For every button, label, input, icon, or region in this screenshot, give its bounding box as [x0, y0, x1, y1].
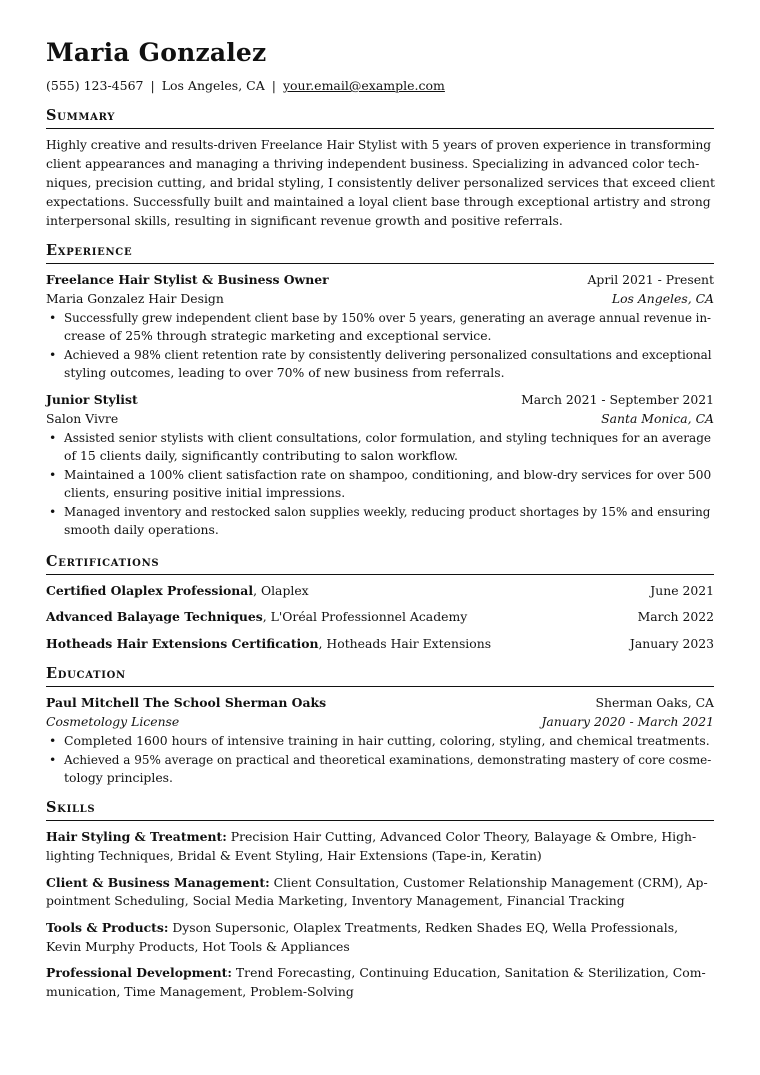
certification-row	[46, 582, 714, 600]
school-location: Sherman Oaks, CA	[595, 695, 714, 710]
section-divider	[46, 820, 714, 821]
education-credential-row	[46, 713, 714, 731]
education-bullet-line: Achieved a 95% average on practical and theoretical examinations, demonstrating mastery of core cosme-	[64, 753, 712, 767]
job-header	[46, 391, 714, 409]
certification-issuer: , Olaplex	[253, 583, 309, 598]
certification-date: January 2023	[629, 636, 714, 651]
skills-heading: Skills	[46, 799, 96, 816]
skill-group-line	[46, 828, 714, 846]
bullet-marker: •	[49, 310, 57, 325]
job-bullet-line: Maintained a 100% client satisfaction rate on shampoo, conditioning, and blow-dry services for over 500	[64, 468, 712, 482]
section-divider	[46, 686, 714, 687]
bullet-marker: •	[49, 467, 57, 482]
job-header	[46, 271, 714, 289]
summary-line: Highly creative and results-driven Freelance Hair Stylist with 5 years of proven experience in transforming	[46, 138, 712, 152]
skill-group-line: Kevin Murphy Products, Hot Tools & Appliances	[46, 939, 350, 954]
job-location: Los Angeles, CA	[611, 291, 714, 306]
summary-line: client appearances and managing a thriving independent business. Specializing in advanced color tech-	[46, 156, 700, 171]
certification-issuer: , L'Oréal Professionnel Academy	[262, 609, 468, 624]
job-company-row	[46, 410, 714, 428]
skill-group-items: Trend Forecasting, Continuing Education, Sanitation & Sterilization, Com-	[231, 965, 706, 980]
skill-group-label: Tools & Products:	[46, 920, 169, 935]
skill-group-label: Professional Development:	[46, 965, 232, 980]
section-divider	[46, 574, 714, 575]
skill-group-items: Precision Hair Cutting, Advanced Color Theory, Balayage & Ombre, High-	[226, 829, 697, 844]
job-bullet-line: smooth daily operations.	[64, 522, 219, 537]
job-company-row	[46, 290, 714, 308]
bullet-marker: •	[49, 733, 57, 748]
credential-name: Cosmetology License	[46, 714, 180, 729]
education-header	[46, 694, 714, 712]
certification-issuer: , Hotheads Hair Extensions	[318, 636, 492, 651]
candidate-name: Maria Gonzalez	[46, 38, 267, 67]
skill-group-label: Hair Styling & Treatment:	[46, 829, 227, 844]
education-bullet-line: Completed 1600 hours of intensive training in hair cutting, coloring, styling, and chemical treatments.	[64, 733, 710, 748]
job-bullet-line: of 15 clients daily, significantly contributing to salon workflow.	[64, 448, 458, 463]
school-name: Paul Mitchell The School Sherman Oaks	[46, 695, 327, 710]
bullet-marker: •	[49, 347, 57, 362]
section-divider	[46, 128, 714, 129]
certification-name: Advanced Balayage Techniques	[46, 609, 263, 624]
summary-line: expectations. Successfully built and maintained a loyal client base through exceptional artistry and strong	[46, 195, 711, 209]
certification-row	[46, 608, 714, 626]
bullet-marker: •	[49, 430, 57, 445]
skill-group-line: pointment Scheduling, Social Media Marketing, Inventory Management, Financial Tracking	[46, 893, 625, 908]
job-bullet-line: Successfully grew independent client base by 150% over 5 years, generating an average annual revenue in-	[64, 311, 712, 325]
job-title: Freelance Hair Stylist & Business Owner	[46, 272, 329, 287]
skill-group-line: lighting Techniques, Bridal & Event Styling, Hair Extensions (Tape-in, Keratin)	[46, 848, 542, 863]
experience-heading: Experience	[46, 242, 133, 259]
job-bullet-line: Managed inventory and restocked salon supplies weekly, reducing product shortages by 15% and ensuring	[64, 505, 711, 519]
job-bullet-line: Assisted senior stylists with client consultations, color formulation, and styling techniques for an average	[64, 431, 712, 445]
skill-group-items: Client Consultation, Customer Relationship Management (CRM), Ap-	[269, 875, 708, 890]
skill-group-items: Dyson Supersonic, Olaplex Treatments, Redken Shades EQ, Wella Professionals,	[168, 920, 679, 935]
job-bullet-line: Achieved a 98% client retention rate by consistently delivering personalized consultations and exceptional	[64, 348, 712, 362]
skill-group-line: munication, Time Management, Problem-Solving	[46, 984, 354, 999]
certification-name: Hotheads Hair Extensions Certification	[46, 636, 319, 651]
bullet-marker: •	[49, 504, 57, 519]
bullet-marker: •	[49, 752, 57, 767]
skill-group-line	[46, 964, 714, 982]
contact-separator: |	[150, 78, 155, 93]
certification-name: Certified Olaplex Professional	[46, 583, 254, 598]
summary-line: niques, precision cutting, and bridal styling, I consistently deliver personalized services that exceed client	[46, 175, 716, 190]
summary-heading: Summary	[46, 107, 116, 124]
certification-date: March 2022	[637, 609, 714, 624]
job-bullet-line: crease of 25% through strategic marketing and exceptional service.	[64, 328, 492, 343]
education-heading: Education	[46, 665, 126, 682]
job-dates: April 2021 - Present	[587, 272, 714, 287]
job-location: Santa Monica, CA	[601, 411, 714, 426]
job-title: Junior Stylist	[46, 392, 138, 407]
phone-number: (555) 123-4567	[46, 78, 144, 93]
email-link[interactable]: your.email@example.com	[282, 78, 445, 93]
summary-line: interpersonal skills, resulting in significant revenue growth and positive referrals.	[46, 213, 563, 228]
section-divider	[46, 263, 714, 264]
certification-date: June 2021	[650, 583, 714, 598]
skill-group-label: Client & Business Management:	[46, 875, 270, 890]
certifications-heading: Certifications	[46, 553, 160, 570]
contact-line	[46, 78, 445, 93]
job-company: Salon Vivre	[46, 411, 119, 426]
contact-separator: |	[271, 78, 276, 93]
job-company: Maria Gonzalez Hair Design	[46, 291, 224, 306]
skill-group-line	[46, 919, 714, 937]
job-dates: March 2021 - September 2021	[521, 392, 714, 407]
skill-group-line	[46, 874, 714, 892]
education-bullet-line: tology principles.	[64, 770, 173, 785]
education-dates: January 2020 - March 2021	[541, 714, 714, 729]
location-text: Los Angeles, CA	[161, 78, 265, 93]
certification-row	[46, 635, 714, 653]
job-bullet-line: clients, ensuring positive initial impressions.	[64, 485, 346, 500]
job-bullet-line: styling outcomes, leading to over 70% of new business from referrals.	[64, 365, 505, 380]
